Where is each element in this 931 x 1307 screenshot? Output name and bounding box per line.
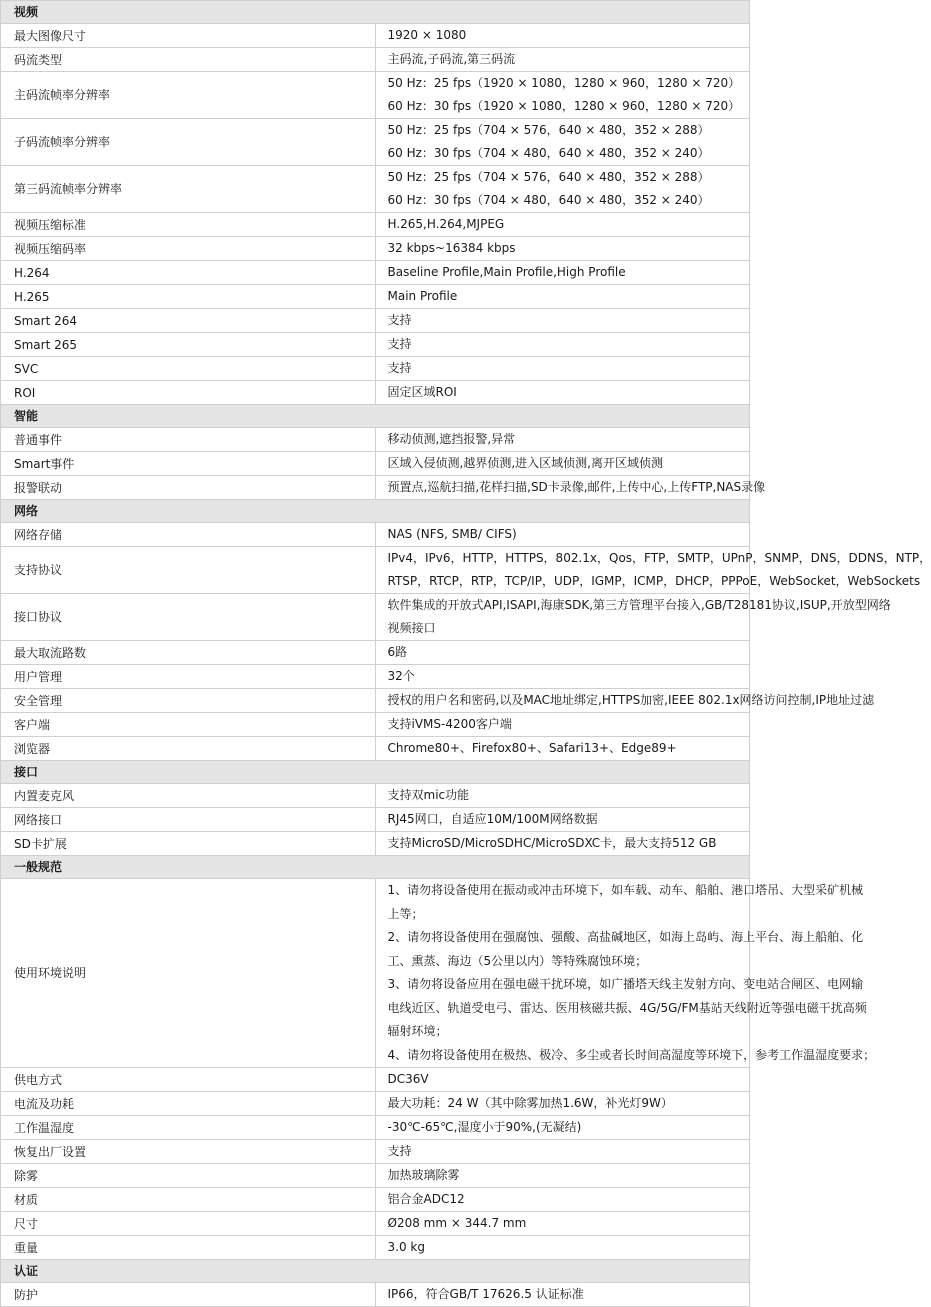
spec-value-line: 32 kbps~16384 kbps [387,241,516,255]
spec-row [1,1164,750,1188]
spec-row [1,641,750,665]
spec-label: 普通事件 [1,428,376,452]
spec-label: 码流类型 [1,48,376,72]
spec-row [1,1212,750,1236]
spec-value-line: 授权的用户名和密码,以及MAC地址绑定,HTTPS加密,IEEE 802.1x网络访问控制,IP地址过滤 [387,693,875,707]
spec-row [1,285,750,309]
spec-value-line: 6路 [387,645,408,659]
spec-value [375,428,750,452]
spec-value-line: NAS (NFS, SMB/ CIFS) [387,527,517,541]
spec-value [375,1140,750,1164]
section-title: 接口 [1,761,750,784]
section-title: 认证 [1,1260,750,1283]
spec-value [375,523,750,547]
spec-value-line: DC36V [387,1072,429,1086]
spec-value-line: 支持MicroSD/MicroSDHC/MicroSDXC卡，最大支持512 GB [387,836,717,850]
spec-value [375,879,876,1068]
spec-label: Smart事件 [1,452,376,476]
spec-value [375,1283,750,1307]
spec-row [1,452,750,476]
spec-row [1,523,750,547]
spec-label: 报警联动 [1,476,376,500]
spec-value-line: 60 Hz：30 fps（1920 × 1080，1280 × 960，1280 × 720） [387,99,741,113]
spec-value [375,357,750,381]
spec-row [1,72,750,119]
spec-label: 使用环境说明 [1,879,376,1068]
spec-value-line: 支持双mic功能 [387,788,470,802]
spec-value-line: 视频接口 [387,621,436,635]
spec-value-line: 电线近区、轨道受电弓、雷达、医用核磁共振、4G/5G/FM基站天线附近等强电磁干扰高频 [387,1000,867,1015]
spec-value-line: RJ45网口，自适应10M/100M网络数据 [387,812,598,826]
spec-row [1,594,750,641]
spec-value-line: 支持 [387,1144,412,1158]
spec-label: 材质 [1,1188,376,1212]
spec-row [1,1283,750,1307]
spec-row [1,547,750,594]
spec-label: SVC [1,357,376,381]
spec-row [1,1188,750,1212]
spec-value-line: 固定区域ROI [387,385,457,399]
spec-value-line: 最大功耗：24 W（其中除雾加热1.6W，补光灯9W） [387,1096,673,1110]
spec-value-line: 32个 [387,669,415,683]
spec-value-line: 60 Hz：30 fps（704 × 480，640 × 480，352 × 240） [387,193,710,207]
spec-label: H.265 [1,285,376,309]
spec-value-line: RTSP，RTCP，RTP，TCP/IP，UDP，IGMP，ICMP，DHCP，PPPoE，WebSocket，WebSockets [387,574,921,588]
spec-value [375,1236,750,1260]
spec-value [375,641,750,665]
spec-value-line: 3.0 kg [387,1240,425,1254]
spec-label: 客户端 [1,713,376,737]
spec-value [375,1188,750,1212]
spec-row [1,48,750,72]
spec-value [375,237,750,261]
spec-value [375,808,750,832]
spec-row [1,428,750,452]
spec-value [375,1068,750,1092]
spec-value-line: 移动侦测,遮挡报警,异常 [387,432,516,446]
spec-label: SD卡扩展 [1,832,376,856]
spec-row [1,333,750,357]
spec-value-line: 铝合金ADC12 [387,1192,465,1206]
spec-label: ROI [1,381,376,405]
spec-row [1,166,750,213]
spec-row [1,476,750,500]
spec-row [1,1092,750,1116]
spec-value [375,213,750,237]
spec-value-line: 主码流,子码流,第三码流 [387,52,516,66]
spec-label: 浏览器 [1,737,376,761]
spec-row [1,213,750,237]
section-header [1,1,750,24]
spec-label: 用户管理 [1,665,376,689]
spec-label: 第三码流帧率分辨率 [1,166,376,213]
section-header [1,761,750,784]
spec-row [1,1236,750,1260]
spec-value [375,119,750,166]
spec-value [375,1116,750,1140]
spec-value [375,665,750,689]
spec-value [375,547,931,594]
spec-value-line: 加热玻璃除雾 [387,1168,460,1182]
spec-label: H.264 [1,261,376,285]
spec-row [1,119,750,166]
spec-row [1,784,750,808]
spec-value-line: 支持 [387,361,412,375]
spec-value [375,737,750,761]
spec-label: 网络接口 [1,808,376,832]
spec-label: 网络存储 [1,523,376,547]
spec-label: 内置麦克风 [1,784,376,808]
spec-value-line: Main Profile [387,289,458,303]
section-header [1,1260,750,1283]
spec-value-line: IPv4，IPv6，HTTP，HTTPS，802.1x，Qos，FTP，SMTP，UPnP，SNMP，DNS，DDNS，NTP， [387,551,931,565]
spec-row [1,24,750,48]
spec-value-line: 50 Hz：25 fps（704 × 576，640 × 480，352 × 288） [387,123,710,137]
spec-label: 子码流帧率分辨率 [1,119,376,166]
spec-value-line: 1、请勿将设备使用在振动或冲击环境下，如车载、动车、船舶、港口塔吊、大型采矿机械 [387,883,864,897]
section-header [1,856,750,879]
spec-value [375,594,891,641]
spec-value [375,309,750,333]
section-header [1,405,750,428]
spec-value-line: 50 Hz：25 fps（1920 × 1080，1280 × 960，1280 × 720） [387,76,741,90]
section-title: 视频 [1,1,750,24]
spec-value-line: 1920 × 1080 [387,28,467,42]
spec-value [375,333,750,357]
spec-label: 主码流帧率分辨率 [1,72,376,119]
section-title: 网络 [1,500,750,523]
spec-row [1,1116,750,1140]
spec-row [1,737,750,761]
spec-row [1,309,750,333]
spec-table-body [1,1,931,1307]
spec-value-line: 预置点,巡航扫描,花样扫描,SD卡录像,邮件,上传中心,上传FTP,NAS录像 [387,480,766,494]
spec-label: 视频压缩码率 [1,237,376,261]
spec-value-line: Chrome80+、Firefox80+、Safari13+、Edge89+ [387,741,677,755]
section-title: 一般规范 [1,856,750,879]
spec-value [375,689,875,713]
spec-value-line: 辐射环境； [387,1024,448,1038]
spec-row [1,1068,750,1092]
spec-value-line: Baseline Profile,Main Profile,High Profile [387,265,626,279]
spec-label: 重量 [1,1236,376,1260]
spec-row [1,237,750,261]
spec-value-line: 3、请勿将设备应用在强电磁干扰环境，如广播塔天线主发射方向、变电站合闸区、电网输 [387,977,864,991]
spec-label: 除雾 [1,1164,376,1188]
spec-value-line: 支持 [387,313,412,327]
spec-label: 安全管理 [1,689,376,713]
spec-row [1,879,750,1068]
section-header [1,500,750,523]
spec-value [375,48,750,72]
spec-value [375,261,750,285]
spec-value-line: 区域入侵侦测,越界侦测,进入区域侦测,离开区域侦测 [387,456,663,470]
spec-value-line: 50 Hz：25 fps（704 × 576，640 × 480，352 × 288） [387,170,710,184]
spec-row [1,713,750,737]
spec-label: 恢复出厂设置 [1,1140,376,1164]
spec-value-line: H.265,H.264,MJPEG [387,217,505,231]
spec-label: 防护 [1,1283,376,1307]
spec-label: 最大图像尺寸 [1,24,376,48]
spec-value [375,476,766,500]
spec-value [375,166,750,213]
spec-value-line: 上等； [387,906,424,921]
spec-label: 尺寸 [1,1212,376,1236]
spec-value-line: 软件集成的开放式API,ISAPI,海康SDK,第三方管理平台接入,GB/T28181协议,ISUP,开放型网络 [387,598,891,612]
spec-value-line: -30℃-65℃,湿度小于90%,(无凝结) [387,1120,582,1134]
spec-value [375,784,750,808]
spec-value-line: 60 Hz：30 fps（704 × 480，640 × 480，352 × 240） [387,146,710,160]
section-title: 智能 [1,405,750,428]
spec-value [375,1212,750,1236]
spec-row [1,261,750,285]
spec-row [1,808,750,832]
spec-label: Smart 265 [1,333,376,357]
spec-row [1,381,750,405]
spec-value [375,72,750,119]
spec-row [1,665,750,689]
spec-label: 电流及功耗 [1,1092,376,1116]
spec-value [375,1164,750,1188]
spec-label: 接口协议 [1,594,376,641]
spec-value-line: 支持iVMS-4200客户端 [387,717,512,731]
spec-value [375,832,750,856]
spec-value [375,24,750,48]
spec-label: 供电方式 [1,1068,376,1092]
spec-label: 视频压缩标准 [1,213,376,237]
spec-row [1,1140,750,1164]
spec-value [375,285,750,309]
spec-value [375,381,750,405]
spec-value-line: 4、请勿将设备使用在极热、极冷、多尘或者长时间高湿度等环境下，参考工作温湿度要求； [387,1047,876,1062]
spec-value [375,452,750,476]
spec-value [375,713,750,737]
spec-label: 最大取流路数 [1,641,376,665]
spec-value-line: Ø208 mm × 344.7 mm [387,1216,527,1230]
spec-row [1,357,750,381]
spec-row [1,832,750,856]
spec-label: Smart 264 [1,309,376,333]
spec-value-line: 2、请勿将设备使用在强腐蚀、强酸、高盐碱地区，如海上岛屿、海上平台、海上船舶、化 [387,930,864,944]
spec-label: 工作温湿度 [1,1116,376,1140]
spec-value-line: IP66，符合GB/T 17626.5 认证标准 [387,1287,584,1301]
spec-value-line: 支持 [387,337,412,351]
spec-value [375,1092,750,1116]
spec-label: 支持协议 [1,547,376,594]
spec-value-line: 工、熏蒸、海边（5公里以内）等特殊腐蚀环境； [387,953,648,968]
spec-row [1,689,750,713]
